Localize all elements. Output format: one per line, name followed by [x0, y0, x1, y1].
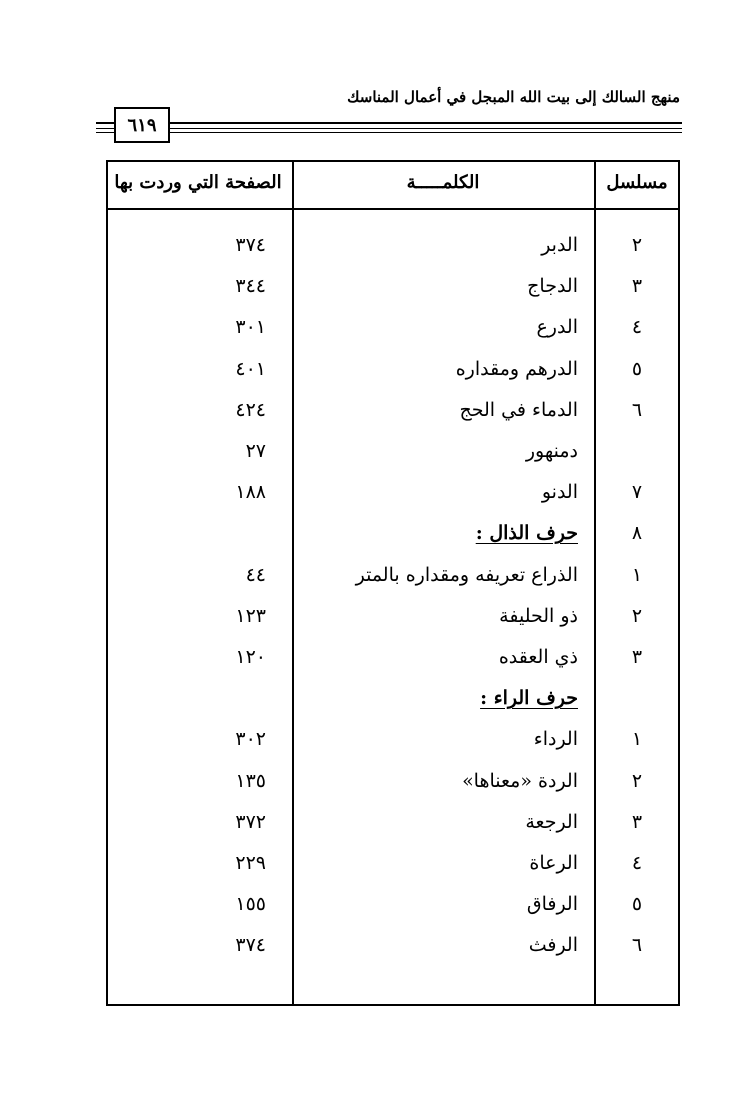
serial-cell: ٢ [631, 604, 643, 627]
word-cell: الدجاج [527, 275, 578, 298]
table-row [0, 271, 750, 301]
page-cell: ١٣٥ [235, 769, 266, 792]
page-cell: ٣٧٤ [235, 934, 266, 957]
header-rule-middle [96, 128, 682, 129]
word-cell: الذراع تعريفه ومقداره بالمتر [355, 563, 578, 586]
table-row [0, 889, 750, 919]
serial-cell [600, 683, 674, 713]
section-heading: حرف الذال : [475, 522, 578, 545]
serial-cell: ٣ [631, 646, 643, 668]
word-cell: الدرهم ومقداره [455, 357, 578, 380]
word-cell: الرعاة [529, 852, 578, 874]
word-cell: ذي العقده [498, 646, 578, 668]
page-cell [106, 518, 266, 548]
header-page: الصفحة التي وردت بها [114, 172, 282, 193]
serial-cell: ٦ [631, 398, 643, 421]
page-cell: ٤٢٤ [235, 398, 266, 421]
word-cell: الرجعة [525, 810, 578, 833]
table-row [0, 848, 750, 878]
table-row [0, 807, 750, 837]
page-cell: ٣٧٢ [235, 810, 266, 833]
section-heading-row [0, 683, 750, 713]
serial-cell: ٣ [631, 810, 643, 833]
serial-cell: ٨ [631, 522, 643, 545]
table-row [0, 560, 750, 590]
page-cell: ١٥٥ [235, 893, 266, 916]
header-rule-bottom [96, 132, 682, 133]
page-number: ٦١٩ [114, 107, 170, 143]
table-row [0, 642, 750, 672]
table-row [0, 930, 750, 960]
page-cell: ١٢٠ [235, 646, 266, 668]
table-row [0, 601, 750, 631]
serial-cell: ٢ [631, 234, 643, 256]
page-cell [106, 683, 266, 713]
serial-cell: ٢ [631, 769, 643, 792]
page-cell: ٣٠١ [235, 316, 266, 339]
word-cell: الدبر [541, 234, 578, 256]
table-row [0, 724, 750, 754]
page-cell: ٤٠١ [235, 357, 266, 380]
book-title: منهج السالك إلى بيت الله المبجل في أعمال المناسك [347, 88, 680, 106]
word-cell: دمنهور [525, 440, 578, 462]
section-heading-row [0, 518, 750, 548]
table-row [0, 477, 750, 507]
serial-cell: ٧ [631, 481, 643, 504]
serial-cell: ١ [631, 728, 643, 751]
word-cell: الرداء [533, 728, 578, 751]
word-cell: ذو الحليفة [499, 604, 578, 627]
page-cell: ٢٧ [245, 440, 266, 462]
serial-cell: ٥ [631, 893, 643, 916]
word-cell: الردة «معناها» [462, 769, 578, 792]
header-divider [106, 208, 680, 210]
serial-cell: ٣ [631, 275, 643, 298]
page-cell: ١٢٣ [235, 604, 266, 627]
section-heading: حرف الراء : [480, 687, 578, 710]
table-row [0, 766, 750, 796]
serial-cell [600, 436, 674, 466]
word-cell: الدرع [536, 316, 578, 339]
page-cell: ٣٤٤ [235, 275, 266, 298]
serial-cell: ١ [631, 563, 643, 586]
page-cell: ٢٢٩ [235, 852, 266, 874]
page-cell: ١٨٨ [235, 481, 266, 504]
word-cell: الدماء في الحج [459, 398, 578, 421]
table-row [0, 395, 750, 425]
serial-cell: ٤ [631, 316, 643, 339]
word-cell: الرفث [528, 934, 578, 957]
table-row [0, 436, 750, 466]
serial-cell: ٤ [631, 852, 643, 874]
table-row [0, 230, 750, 260]
header-word: الكلمـــــة [406, 172, 480, 193]
word-cell: الدنو [541, 481, 578, 504]
serial-cell: ٥ [631, 357, 643, 380]
page-cell: ٤٤ [245, 563, 266, 586]
page-cell: ٣٧٤ [235, 234, 266, 256]
serial-cell: ٦ [631, 934, 643, 957]
header-serial: مسلسل [606, 172, 668, 193]
table-row [0, 354, 750, 384]
word-cell: الرفاق [526, 893, 578, 916]
page-cell: ٣٠٢ [235, 728, 266, 751]
header-rule-top [96, 122, 682, 124]
table-row [0, 312, 750, 342]
